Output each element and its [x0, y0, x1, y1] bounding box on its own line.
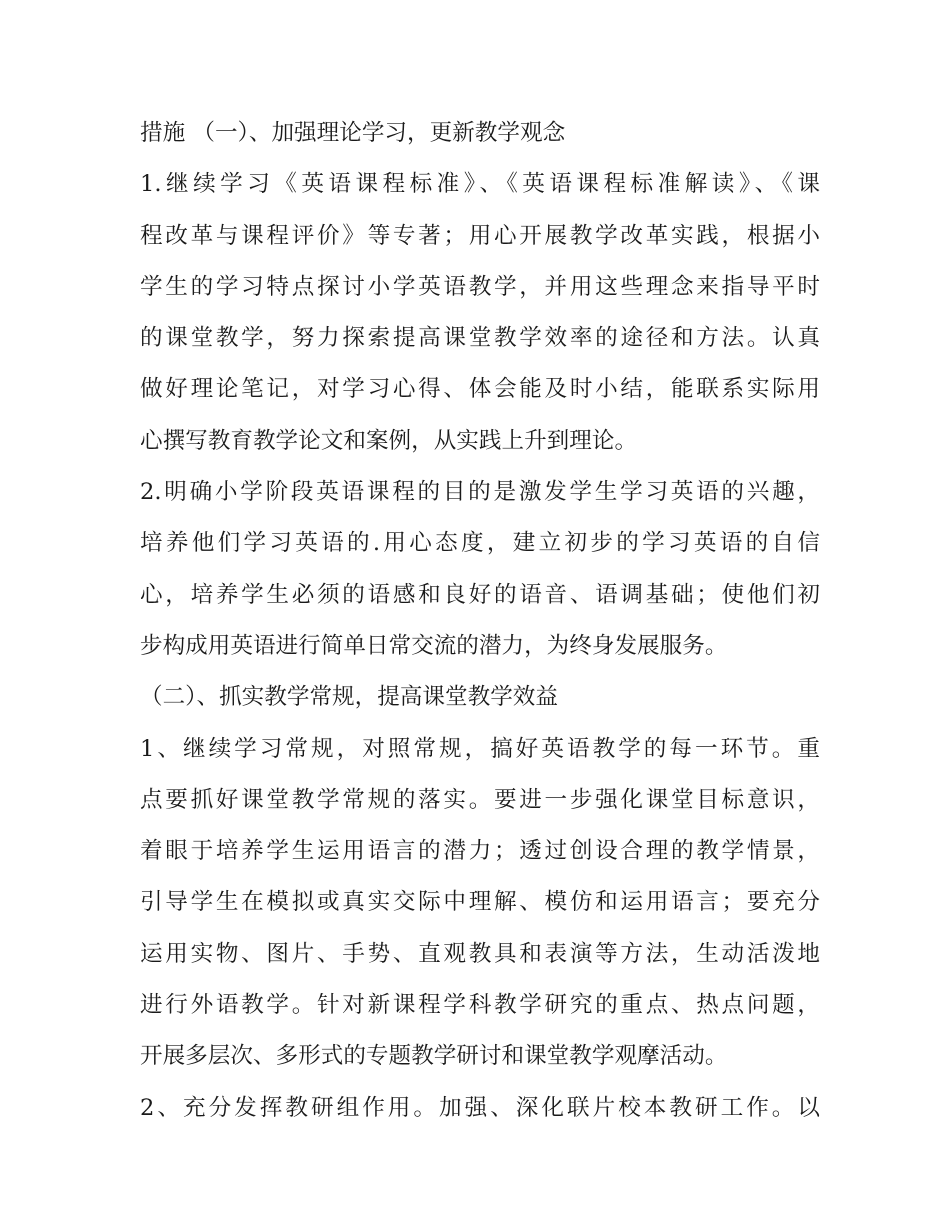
paragraph-line: 步构成用英语进行简单日常交流的潜力，为终身发展服务。 [140, 632, 728, 659]
paragraph-line: 程改革与课程评价》等专著；用心开展教学改革实践，根据小 [140, 222, 820, 249]
heading-measures-2: （二）、抓实教学常规，提高课堂教学效益 [140, 684, 558, 711]
paragraph-line: 心撰写教育教学论文和案例，从实践上升到理论。 [140, 427, 638, 454]
paragraph-line: 2.明确小学阶段英语课程的目的是激发学生学习英语的兴趣， [140, 479, 820, 506]
paragraph-line: 1.继续学习《英语课程标准》、《英语课程标准解读》、《课 [140, 171, 820, 198]
paragraph-line: 培养他们学习英语的.用心态度，建立初步的学习英语的自信 [140, 530, 820, 557]
paragraph-line: 学生的学习特点探讨小学英语教学，并用这些理念来指导平时 [140, 273, 820, 300]
heading-measures-1: 措施 （一）、加强理论学习，更新教学观念 [140, 120, 566, 146]
paragraph-line: 引导学生在模拟或真实交际中理解、模仿和运用语言；要充分 [140, 889, 820, 916]
paragraph-line: 的课堂教学，努力探索提高课堂教学效率的途径和方法。认真 [140, 325, 820, 352]
paragraph-line: 做好理论笔记，对学习心得、体会能及时小结，能联系实际用 [140, 376, 820, 403]
paragraph-line: 点要抓好课堂教学常规的落实。要进一步强化课堂目标意识， [140, 786, 820, 813]
paragraph-line: 2、充分发挥教研组作用。加强、深化联片校本教研工作。以 [140, 1094, 820, 1121]
paragraph-line: 运用实物、图片、手势、直观教具和表演等方法，生动活泼地 [140, 940, 820, 967]
document-body [140, 108, 820, 1134]
paragraph-line: 1、继续学习常规，对照常规，搞好英语教学的每一环节。重 [140, 735, 820, 762]
paragraph-line: 心，培养学生必须的语感和良好的语音、语调基础；使他们初 [140, 581, 820, 608]
paragraph-line: 进行外语教学。针对新课程学科教学研究的重点、热点问题， [140, 992, 820, 1019]
paragraph-line: 着眼于培养学生运用语言的潜力；透过创设合理的教学情景， [140, 838, 820, 865]
paragraph-line: 开展多层次、多形式的专题教学研讨和课堂教学观摩活动。 [140, 1043, 728, 1070]
